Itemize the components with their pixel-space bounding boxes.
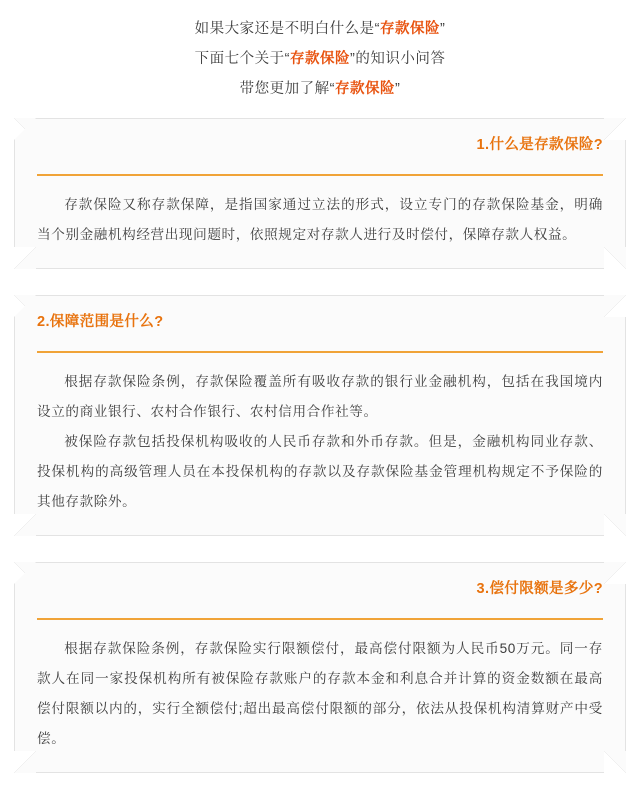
qa-answer-paragraph: 根据存款保险条例，存款保险实行限额偿付，最高偿付限额为人民币50万元。同一存款人在同一家投保机构所有被保险存款账户的存款本金和利息合并计算的资金数额在最高偿付限额以内的，实行全额偿付;超出最高偿付限额的部分，依法从投保机构清算财产中受偿。	[37, 641, 603, 746]
intro-line-2	[0, 44, 640, 74]
qa-card	[14, 295, 626, 536]
qa-answer-paragraph: 根据存款保险条例，存款保险覆盖所有吸收存款的银行业金融机构，包括在我国境内设立的商业银行、农村合作银行、农村信用合作社等。	[37, 374, 603, 419]
intro-line-3-pre: 带您更加了解	[239, 81, 330, 97]
qa-answer-paragraph: 存款保险又称存款保障，是指国家通过立法的形式，设立专门的存款保险基金，明确当个别金融机构经营出现问题时，依照规定对存款人进行及时偿付，保障存款人权益。	[37, 197, 603, 242]
corner-fold-icon	[14, 514, 36, 536]
intro-line-1-highlight: 存款保险	[380, 21, 440, 37]
quote-close-1: ”	[440, 21, 446, 37]
intro-line-1-pre: 如果大家还是不明白什么是	[194, 21, 375, 37]
quote-close-2: ”	[350, 51, 356, 67]
intro-line-3-highlight: 存款保险	[335, 81, 395, 97]
intro-line-3	[0, 74, 640, 104]
qa-card-body	[15, 176, 625, 268]
quote-open-3: “	[329, 81, 335, 97]
quote-open-1: “	[374, 21, 380, 37]
corner-fold-icon	[14, 247, 36, 269]
quote-open-2: “	[284, 51, 290, 67]
qa-card	[14, 118, 626, 269]
corner-fold-icon	[604, 514, 626, 536]
intro-line-2-pre: 下面七个关于	[194, 51, 285, 67]
qa-card-header	[15, 296, 625, 351]
qa-card-header	[15, 563, 625, 618]
qa-card-header	[15, 119, 625, 174]
intro-line-1	[0, 14, 640, 44]
intro-line-2-post: 的知识小问答	[355, 51, 446, 67]
qa-answer-paragraph: 被保险存款包括投保机构吸收的人民币存款和外币存款。但是，金融机构同业存款、投保机构的高级管理人员在本投保机构的存款以及存款保险基金管理机构规定不予保险的其他存款除外。	[37, 434, 603, 509]
quote-close-3: ”	[395, 81, 401, 97]
qa-question-title: 3.偿付限额是多少?	[476, 581, 603, 597]
corner-fold-icon	[604, 247, 626, 269]
qa-question-title: 1.什么是存款保险?	[476, 137, 603, 153]
qa-card-body	[15, 620, 625, 772]
qa-card-body	[15, 353, 625, 535]
qa-card	[14, 562, 626, 773]
corner-fold-icon	[604, 751, 626, 773]
corner-fold-icon	[14, 751, 36, 773]
intro-block	[0, 10, 640, 118]
intro-line-2-highlight: 存款保险	[290, 51, 350, 67]
qa-question-title: 2.保障范围是什么?	[37, 314, 164, 330]
